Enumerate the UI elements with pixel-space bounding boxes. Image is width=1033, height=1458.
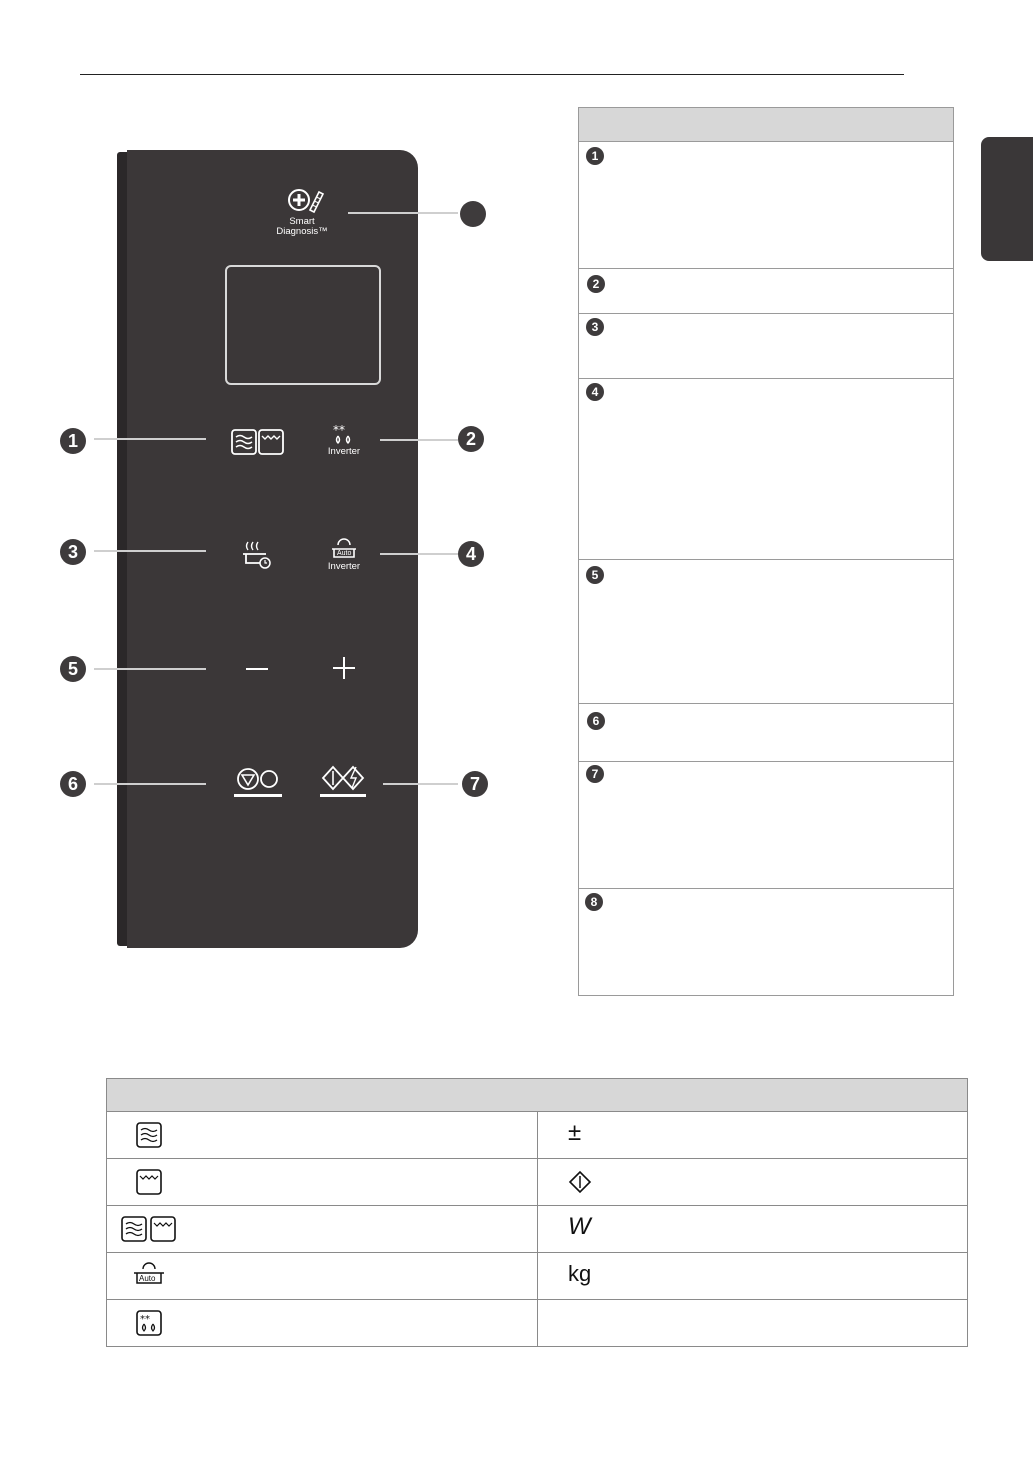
callout-line-3 [94, 550, 206, 552]
minus-icon[interactable] [246, 668, 268, 670]
watt-symbol: W [568, 1213, 591, 1240]
auto-table-badge: Auto [139, 1274, 156, 1283]
inverter-defrost-table-icon [136, 1310, 162, 1336]
callout-7: 7 [462, 771, 488, 797]
desc-number-5: 5 [586, 566, 604, 584]
desc-number-4: 4 [586, 383, 604, 401]
callout-3: 3 [60, 539, 86, 565]
symbol-table-divider [537, 1111, 538, 1346]
description-table-header [579, 108, 953, 142]
description-table [578, 107, 954, 996]
microwave-icon [136, 1122, 162, 1148]
callout-8 [460, 201, 486, 227]
desc-row-separator [579, 313, 953, 314]
top-rule [80, 74, 904, 75]
microwave-oven-combo-icon [121, 1216, 177, 1242]
auto-cook-table-icon [132, 1261, 166, 1287]
desc-number-3: 3 [586, 318, 604, 336]
callout-line-1 [94, 438, 206, 440]
desc-row-separator [579, 559, 953, 560]
steam-timer-icon[interactable] [238, 540, 274, 570]
kilogram-symbol: kg [568, 1261, 592, 1286]
desc-row-separator [579, 761, 953, 762]
auto-badge: Auto [337, 550, 352, 557]
desc-number-8: 8 [585, 893, 603, 911]
microwave-oven-button[interactable] [231, 428, 285, 456]
inverter-defrost-icon[interactable] [330, 424, 358, 446]
start-table-icon [568, 1170, 592, 1194]
callout-6: 6 [60, 771, 86, 797]
callout-5: 5 [60, 656, 86, 682]
desc-row-separator [579, 378, 953, 379]
auto-cook-icon[interactable] [329, 537, 359, 561]
oven-icon [136, 1169, 162, 1195]
symbol-table-header [107, 1079, 967, 1112]
svg-text:**: ** [333, 424, 345, 437]
smart-diagnosis-icon[interactable] [286, 186, 326, 220]
desc-number-2: 2 [587, 275, 605, 293]
desc-number-1: 1 [586, 147, 604, 165]
callout-line-7 [383, 783, 458, 785]
callout-line-6 [94, 783, 206, 785]
callout-2: 2 [458, 426, 484, 452]
callout-line-5 [94, 668, 206, 670]
plus-icon[interactable] [333, 657, 355, 679]
smart-diagnosis-label [262, 217, 342, 237]
diagnosis-label: Diagnosis™ [276, 226, 328, 237]
desc-row-separator [579, 888, 953, 889]
callout-1: 1 [60, 428, 86, 454]
callout-line-8 [348, 212, 458, 214]
plus-minus-symbol: ± [568, 1119, 582, 1146]
desc-row-separator [579, 703, 953, 704]
display-window [225, 265, 381, 385]
stop-clear-icon[interactable] [234, 766, 282, 798]
section-tab [981, 137, 1033, 261]
callout-line-2 [380, 439, 458, 441]
inverter-defrost-label: Inverter [327, 446, 361, 457]
auto-inverter-label: Inverter [327, 561, 361, 572]
callout-line-4 [380, 553, 458, 555]
desc-row-separator [579, 268, 953, 269]
desc-number-6: 6 [587, 712, 605, 730]
desc-number-7: 7 [586, 765, 604, 783]
start-icon[interactable] [319, 764, 367, 798]
smart-label: Smart [289, 216, 315, 227]
svg-text:**: ** [140, 1314, 150, 1325]
callout-4: 4 [458, 541, 484, 567]
